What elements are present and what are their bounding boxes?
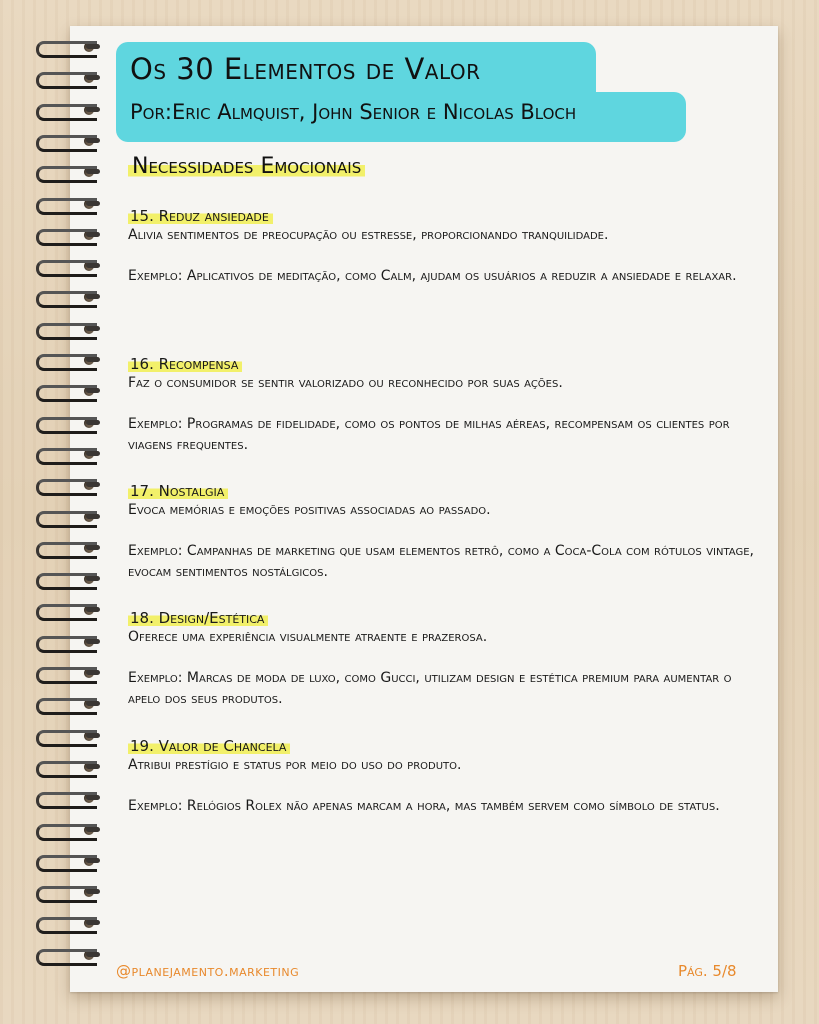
item-heading: 19. Valor de Chancela (128, 737, 290, 755)
spiral-ring (34, 197, 106, 211)
spiral-ring (34, 541, 106, 555)
spiral-ring (34, 478, 106, 492)
spiral-ring (34, 165, 106, 179)
spiral-ring (34, 228, 106, 242)
list-item (128, 736, 768, 817)
item-example: Exemplo: Aplicativos de meditação, como Calm, ajudam os usuários a reduzir a ansiedade e relaxar. (128, 268, 737, 284)
item-heading: 18. Design/Estética (128, 609, 268, 627)
spiral-ring (34, 416, 106, 430)
spiral-ring (34, 729, 106, 743)
list-item (128, 354, 768, 456)
item-heading: 15. Reduz ansiedade (128, 207, 273, 225)
page-title: Os 30 Elementos de Valor (130, 52, 481, 86)
spiral-ring (34, 103, 106, 117)
spiral-ring (34, 40, 106, 54)
spiral-ring (34, 760, 106, 774)
page-subtitle: Por:Eric Almquist, John Senior e Nicolas Bloch (130, 100, 577, 124)
spiral-ring (34, 71, 106, 85)
section-title: Necessidades Emocionais (128, 154, 365, 179)
item-example: Exemplo: Programas de fidelidade, como os pontos de milhas aéreas, recompensam os clientes por viagens frequentes. (128, 416, 730, 453)
page-number: Pág. 5/8 (678, 962, 737, 980)
spiral-ring (34, 384, 106, 398)
spiral-ring (34, 510, 106, 524)
spiral-ring (34, 854, 106, 868)
item-description: Faz o consumidor se sentir valorizado ou reconhecido por suas ações. (128, 375, 563, 391)
item-heading: 17. Nostalgia (128, 482, 228, 500)
item-description: Evoca memórias e emoções positivas associadas ao passado. (128, 502, 491, 518)
spiral-ring (34, 697, 106, 711)
spiral-ring (34, 823, 106, 837)
item-description: Alivia sentimentos de preocupação ou estresse, proporcionando tranquilidade. (128, 227, 609, 243)
list-item (128, 481, 768, 583)
spiral-ring (34, 259, 106, 273)
item-description: Atribui prestígio e status por meio do uso do produto. (128, 757, 462, 773)
spiral-ring (34, 134, 106, 148)
spiral-ring (34, 447, 106, 461)
spiral-ring (34, 916, 106, 930)
item-description: Oferece uma experiência visualmente atraente e prazerosa. (128, 629, 488, 645)
item-example: Exemplo: Relógios Rolex não apenas marcam a hora, mas também servem como símbolo de status. (128, 798, 720, 814)
spiral-ring (34, 885, 106, 899)
spiral-ring (34, 290, 106, 304)
item-heading: 16. Recompensa (128, 355, 242, 373)
spiral-ring (34, 322, 106, 336)
footer-handle: @planejamento.marketing (116, 962, 300, 980)
item-example: Exemplo: Campanhas de marketing que usam elementos retrô, como a Coca-Cola com rótulos vintage, evocam sentimentos nostálgicos. (128, 543, 754, 580)
spiral-ring (34, 791, 106, 805)
spiral-ring (34, 603, 106, 617)
list-item (128, 608, 768, 710)
spiral-ring (34, 635, 106, 649)
spiral-ring (34, 353, 106, 367)
list-item (128, 206, 768, 287)
item-example: Exemplo: Marcas de moda de luxo, como Gucci, utilizam design e estética premium para aumentar o apelo dos seus produtos. (128, 670, 732, 707)
spiral-binding (34, 40, 114, 990)
spiral-ring (34, 666, 106, 680)
spiral-ring (34, 572, 106, 586)
spiral-ring (34, 948, 106, 962)
